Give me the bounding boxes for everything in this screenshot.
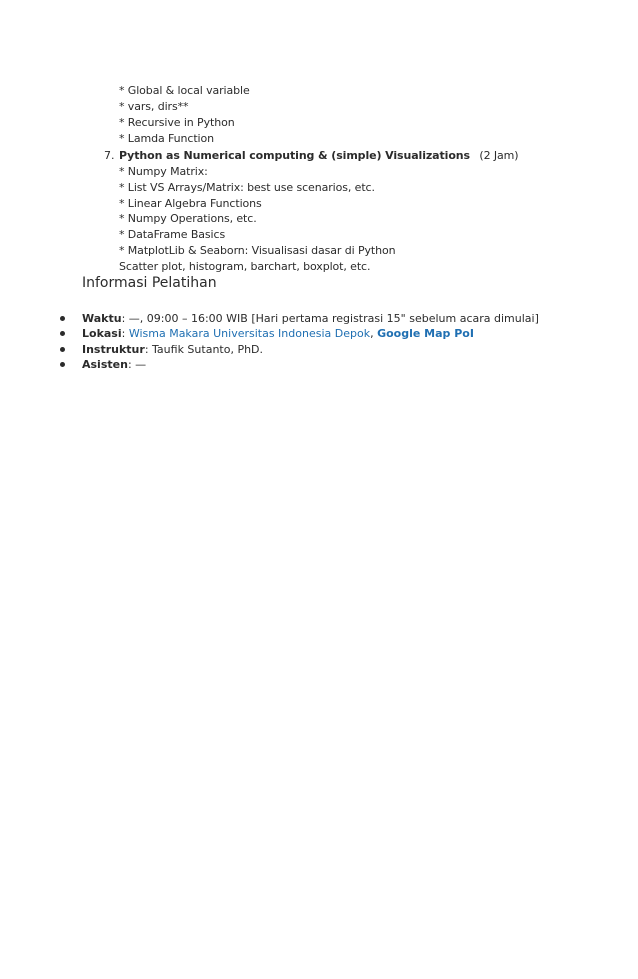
topic-number: 7. — [104, 149, 115, 162]
topic-sub-item: Scatter plot, histogram, barchart, boxplot, etc. — [119, 260, 371, 273]
bullet-icon — [60, 362, 65, 367]
info-item-text — [82, 342, 263, 357]
info-separator: , — [370, 327, 378, 340]
topic-sub-item: * Recursive in Python — [119, 116, 235, 129]
info-value: : Taufik Sutanto, PhD. — [144, 343, 264, 356]
topic-sub-item: * DataFrame Basics — [119, 228, 226, 241]
info-label: Lokasi — [82, 327, 122, 340]
topic-title-row — [119, 148, 518, 163]
topic-sub-item: * Lamda Function — [119, 132, 214, 145]
info-label: Asisten — [82, 358, 128, 371]
section-heading: Informasi Pelatihan — [82, 275, 217, 291]
topic-sub-item: * Numpy Matrix: — [119, 165, 208, 178]
topic-sub-item: * List VS Arrays/Matrix: best use scenarios, etc. — [119, 181, 375, 194]
info-value: : —, 09:00 – 16:00 WIB [Hari pertama registrasi 15" sebelum acara dimulai] — [121, 312, 539, 325]
topic-sub-item: * MatplotLib & Seaborn: Visualisasi dasar di Python — [119, 244, 396, 257]
topic-duration: (2 Jam) — [479, 149, 519, 162]
bullet-icon — [60, 347, 65, 352]
topic-sub-item: * vars, dirs** — [119, 100, 189, 113]
topic-title: Python as Numerical computing & (simple) Visualizations — [119, 149, 470, 162]
info-item-text — [82, 326, 474, 341]
info-separator: : — [121, 327, 129, 340]
info-label: Instruktur — [82, 343, 145, 356]
location-link[interactable]: Wisma Makara Universitas Indonesia Depok — [128, 327, 371, 340]
bullet-icon — [60, 331, 65, 336]
info-value: : — — [127, 358, 147, 371]
topic-sub-item: * Global & local variable — [119, 84, 250, 97]
bullet-icon — [60, 316, 65, 321]
topic-sub-item: * Numpy Operations, etc. — [119, 212, 257, 225]
info-item-text — [82, 357, 146, 372]
google-map-link[interactable]: Google Map PoI — [377, 327, 474, 340]
info-label: Waktu — [82, 312, 122, 325]
info-item-text — [82, 311, 539, 326]
topic-sub-item: * Linear Algebra Functions — [119, 197, 262, 210]
